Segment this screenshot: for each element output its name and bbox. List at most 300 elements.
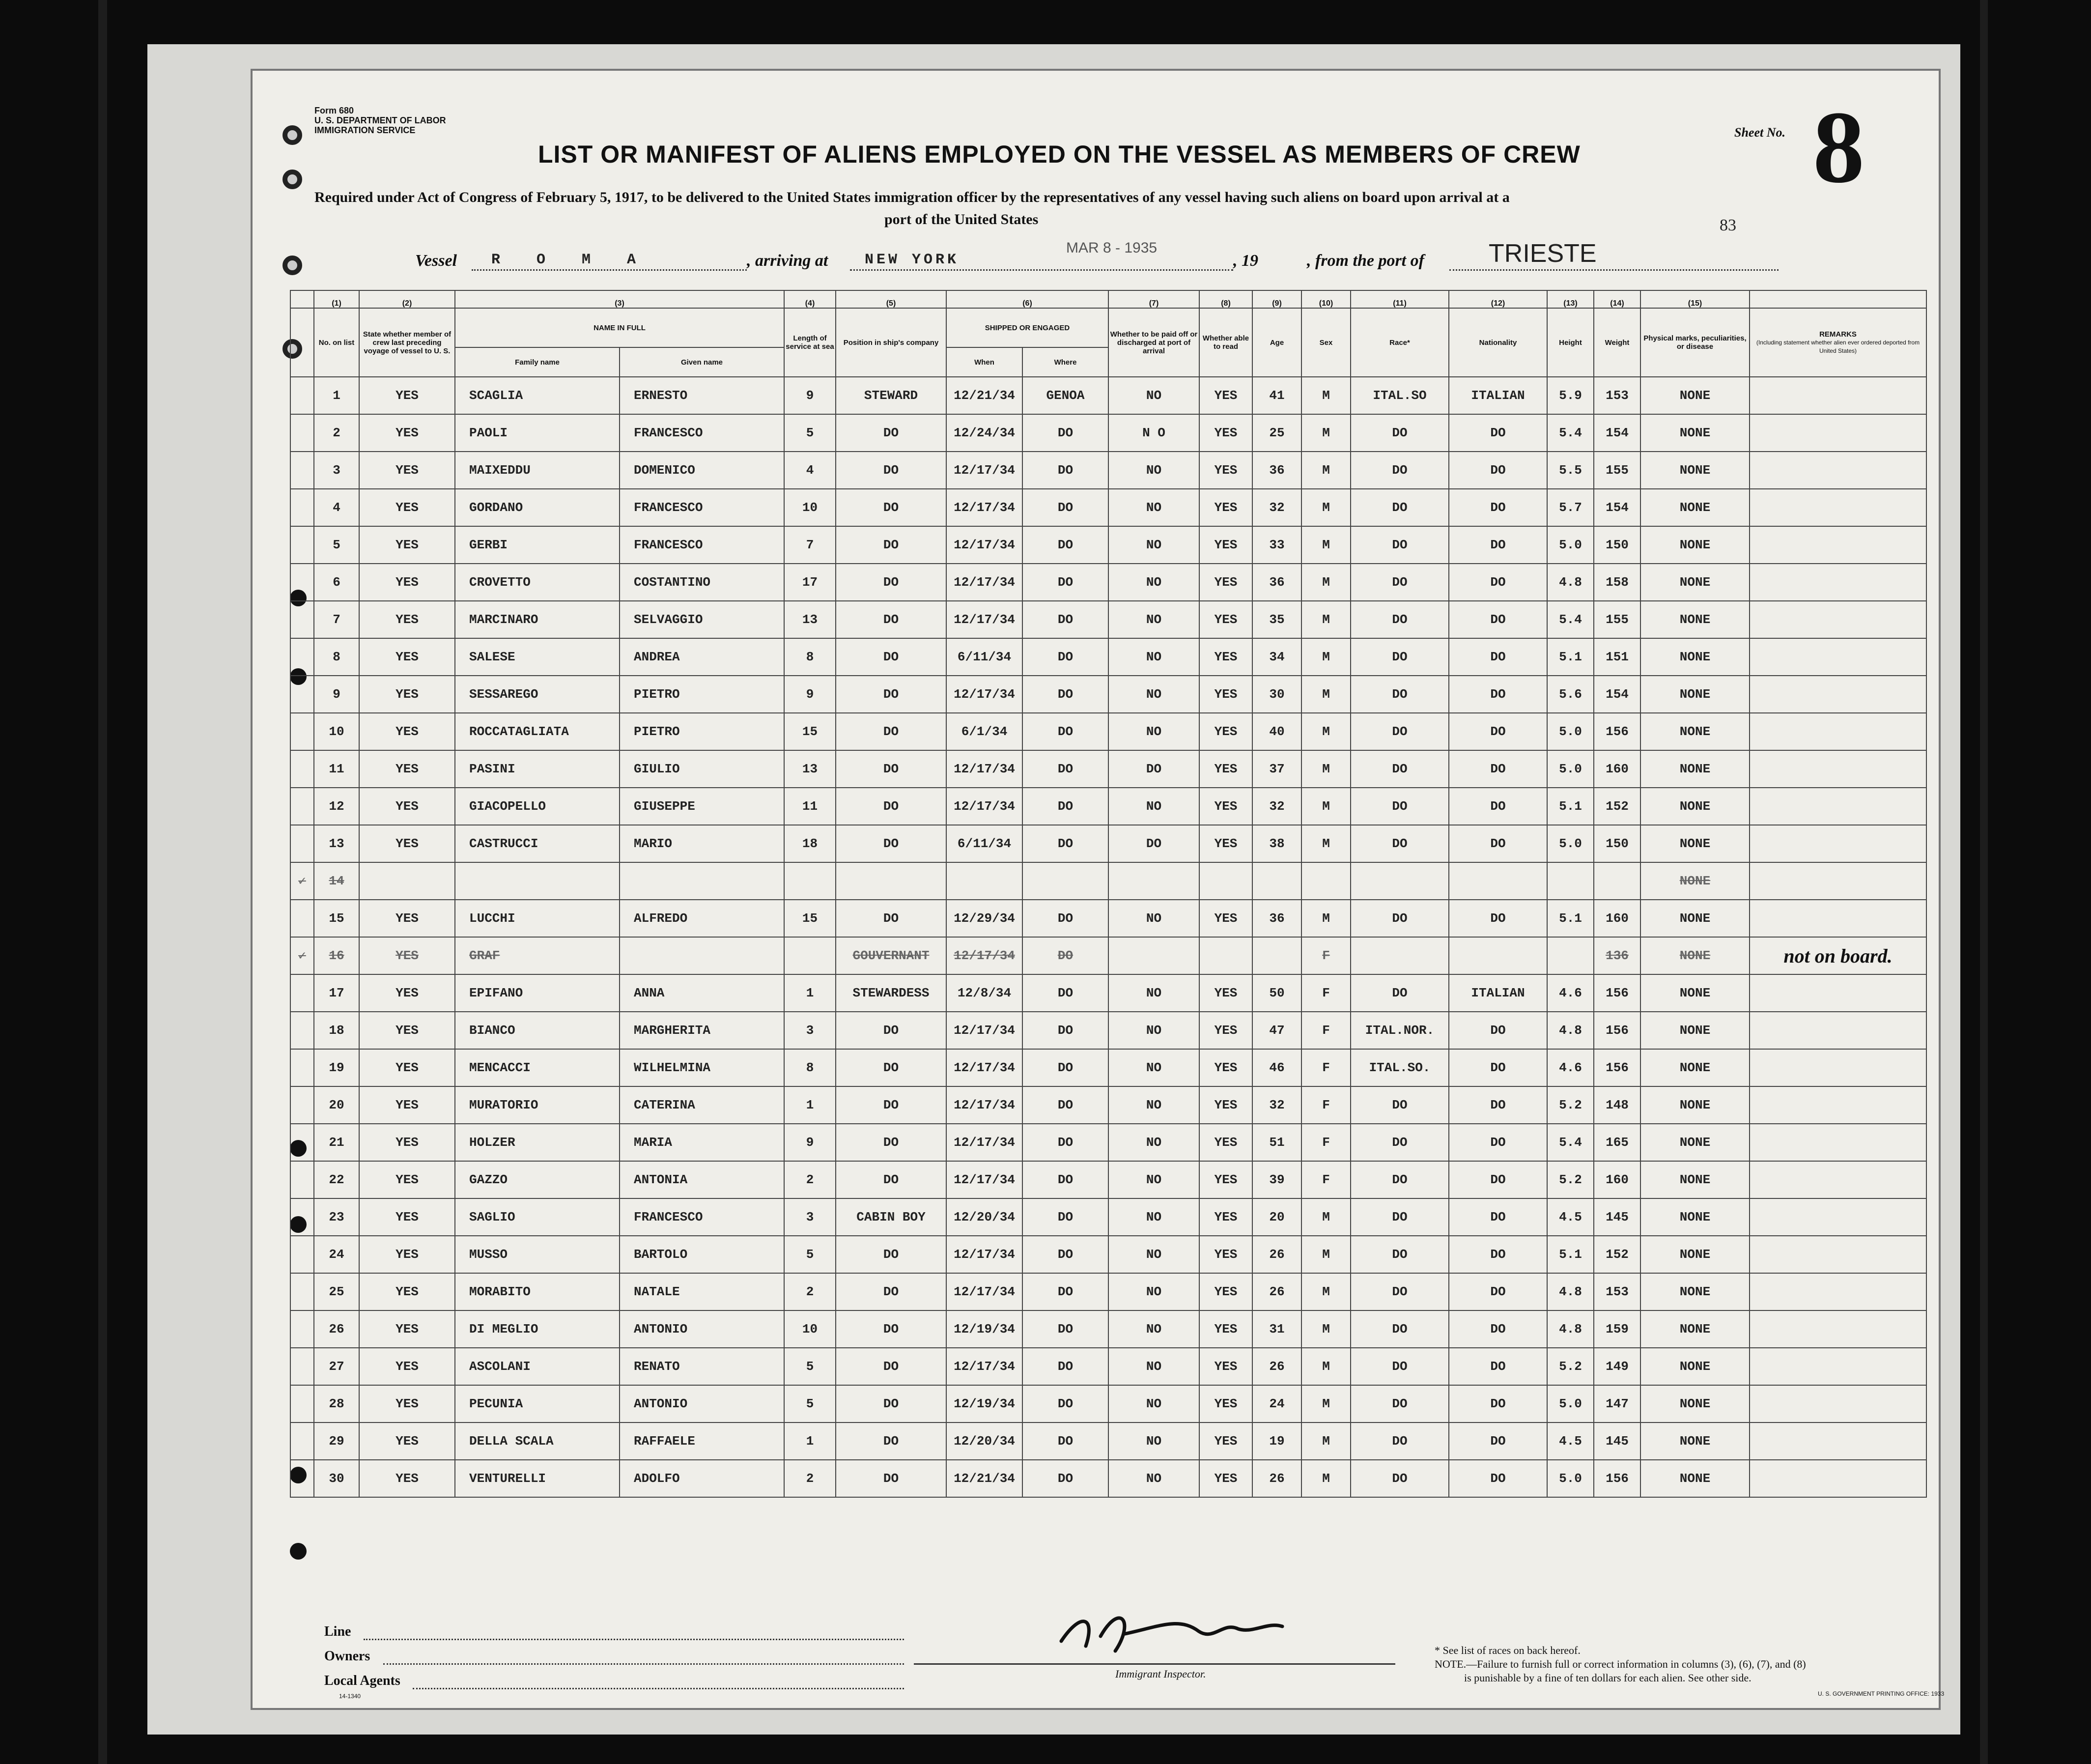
cell-position: DO bbox=[836, 1310, 946, 1348]
cell-physical-marks: NONE bbox=[1640, 974, 1750, 1012]
table-row bbox=[290, 1273, 1926, 1310]
vessel-fill-line bbox=[472, 269, 747, 271]
cell-family-name: ASCOLANI bbox=[455, 1348, 620, 1385]
cell-race: DO bbox=[1351, 900, 1449, 937]
cell-shipped-where: DO bbox=[1022, 1086, 1108, 1124]
cell-sex: F bbox=[1301, 974, 1351, 1012]
cell-paid-off: NO bbox=[1108, 1012, 1199, 1049]
header-shipped-or-engaged: SHIPPED OR ENGAGED bbox=[946, 308, 1108, 347]
cell-family-name: ROCCATAGLIATA bbox=[455, 713, 620, 750]
cell-shipped-where: DO bbox=[1022, 1198, 1108, 1236]
cell-able-to-read: YES bbox=[1199, 974, 1252, 1012]
cell-given-name: BARTOLO bbox=[620, 1236, 784, 1273]
cell-member-of-crew: YES bbox=[359, 452, 455, 489]
cell-remarks bbox=[1750, 414, 1926, 452]
cell-remarks bbox=[1750, 974, 1926, 1012]
cell-shipped-where: DO bbox=[1022, 825, 1108, 862]
table-row bbox=[290, 452, 1926, 489]
cell-shipped-when: 12/24/34 bbox=[946, 414, 1022, 452]
cell-sex: M bbox=[1301, 1236, 1351, 1273]
cell-given-name: SELVAGGIO bbox=[620, 601, 784, 638]
column-number: (10) bbox=[1301, 290, 1351, 308]
row-margin bbox=[290, 1012, 314, 1049]
cell-remarks bbox=[1750, 638, 1926, 676]
cell-weight: 160 bbox=[1594, 750, 1640, 788]
table-row bbox=[290, 638, 1926, 676]
cell-position: DO bbox=[836, 414, 946, 452]
form-number: Form 680 bbox=[314, 106, 354, 115]
cell-able-to-read: YES bbox=[1199, 414, 1252, 452]
cell-race: DO bbox=[1351, 638, 1449, 676]
header-weight: Weight bbox=[1594, 308, 1640, 377]
cell-physical-marks: NONE bbox=[1640, 713, 1750, 750]
cell-remarks bbox=[1750, 1049, 1926, 1086]
cell-position: DO bbox=[836, 452, 946, 489]
cell-nationality bbox=[1449, 937, 1547, 974]
cell-height: 5.5 bbox=[1547, 452, 1594, 489]
cell-family-name: MARCINARO bbox=[455, 601, 620, 638]
header-nationality: Nationality bbox=[1449, 308, 1547, 377]
cell-able-to-read: YES bbox=[1199, 1236, 1252, 1273]
cell-height: 5.1 bbox=[1547, 900, 1594, 937]
cell-able-to-read: YES bbox=[1199, 1460, 1252, 1497]
cell-able-to-read: YES bbox=[1199, 564, 1252, 601]
column-number: (7) bbox=[1108, 290, 1199, 308]
arriving-label: , arriving at bbox=[747, 252, 828, 270]
cell-row-number: 26 bbox=[314, 1310, 359, 1348]
cell-given-name: FRANCESCO bbox=[620, 489, 784, 526]
cell-able-to-read: YES bbox=[1199, 452, 1252, 489]
row-margin bbox=[290, 750, 314, 788]
cell-height: 5.1 bbox=[1547, 638, 1594, 676]
cell-family-name: CROVETTO bbox=[455, 564, 620, 601]
cell-weight: 156 bbox=[1594, 974, 1640, 1012]
cell-physical-marks: NONE bbox=[1640, 1198, 1750, 1236]
table-row bbox=[290, 900, 1926, 937]
crew-manifest-table bbox=[290, 290, 1927, 1498]
cell-row-number: 1 bbox=[314, 377, 359, 414]
cell-family-name: MURATORIO bbox=[455, 1086, 620, 1124]
row-margin bbox=[290, 825, 314, 862]
cell-position: DO bbox=[836, 713, 946, 750]
local-agents-label: Local Agents bbox=[324, 1673, 400, 1688]
table-row bbox=[290, 750, 1926, 788]
cell-shipped-when: 6/11/34 bbox=[946, 825, 1022, 862]
cell-weight: 148 bbox=[1594, 1086, 1640, 1124]
cell-nationality: DO bbox=[1449, 1198, 1547, 1236]
column-number: (9) bbox=[1252, 290, 1301, 308]
binder-hole bbox=[283, 256, 302, 275]
cell-age: 34 bbox=[1252, 638, 1301, 676]
cell-remarks bbox=[1750, 452, 1926, 489]
cell-race: ITAL.SO. bbox=[1351, 1049, 1449, 1086]
vessel-label: Vessel bbox=[415, 252, 457, 270]
cell-shipped-where: DO bbox=[1022, 1423, 1108, 1460]
cell-row-number: 2 bbox=[314, 414, 359, 452]
cell-race: DO bbox=[1351, 974, 1449, 1012]
cell-remarks bbox=[1750, 750, 1926, 788]
cell-physical-marks: NONE bbox=[1640, 1310, 1750, 1348]
cell-family-name: SCAGLIA bbox=[455, 377, 620, 414]
cell-shipped-where: DO bbox=[1022, 1460, 1108, 1497]
cell-length-of-service: 1 bbox=[784, 1086, 836, 1124]
cell-paid-off: NO bbox=[1108, 564, 1199, 601]
cell-length-of-service: 9 bbox=[784, 676, 836, 713]
year-label: , 19 bbox=[1233, 252, 1258, 270]
column-number: (11) bbox=[1351, 290, 1449, 308]
cell-sex: M bbox=[1301, 1423, 1351, 1460]
cell-race: DO bbox=[1351, 788, 1449, 825]
cell-length-of-service: 18 bbox=[784, 825, 836, 862]
cell-row-number: 19 bbox=[314, 1049, 359, 1086]
cell-shipped-where: DO bbox=[1022, 788, 1108, 825]
cell-remarks bbox=[1750, 1198, 1926, 1236]
row-margin bbox=[290, 1161, 314, 1198]
cell-length-of-service: 4 bbox=[784, 452, 836, 489]
cell-member-of-crew: YES bbox=[359, 937, 455, 974]
cell-physical-marks: NONE bbox=[1640, 526, 1750, 564]
service-name: IMMIGRATION SERVICE bbox=[314, 125, 416, 135]
cell-row-number: 16 bbox=[314, 937, 359, 974]
column-number-spacer bbox=[1750, 290, 1926, 308]
cell-physical-marks: NONE bbox=[1640, 1460, 1750, 1497]
cell-row-number: 17 bbox=[314, 974, 359, 1012]
row-margin bbox=[290, 788, 314, 825]
cell-age: 36 bbox=[1252, 564, 1301, 601]
cell-given-name: GIUSEPPE bbox=[620, 788, 784, 825]
cell-race: DO bbox=[1351, 1310, 1449, 1348]
cell-remarks bbox=[1750, 1273, 1926, 1310]
cell-shipped-when: 12/17/34 bbox=[946, 601, 1022, 638]
cell-given-name: DOMENICO bbox=[620, 452, 784, 489]
cell-race: DO bbox=[1351, 526, 1449, 564]
cell-race: DO bbox=[1351, 601, 1449, 638]
cell-remarks bbox=[1750, 1124, 1926, 1161]
cell-nationality: DO bbox=[1449, 1124, 1547, 1161]
cell-paid-off: NO bbox=[1108, 1273, 1199, 1310]
cell-given-name: PIETRO bbox=[620, 713, 784, 750]
cell-remarks bbox=[1750, 1012, 1926, 1049]
table-row bbox=[290, 974, 1926, 1012]
header-no-on-list: No. on list bbox=[314, 308, 359, 377]
cell-row-number: 22 bbox=[314, 1161, 359, 1198]
cell-member-of-crew: YES bbox=[359, 1348, 455, 1385]
cell-weight: 156 bbox=[1594, 1049, 1640, 1086]
cell-physical-marks: NONE bbox=[1640, 377, 1750, 414]
cell-row-number: 13 bbox=[314, 825, 359, 862]
cell-age: 36 bbox=[1252, 452, 1301, 489]
cell-position: DO bbox=[836, 1086, 946, 1124]
cell-given-name: ERNESTO bbox=[620, 377, 784, 414]
cell-shipped-where: DO bbox=[1022, 564, 1108, 601]
cell-weight: 151 bbox=[1594, 638, 1640, 676]
cell-paid-off: NO bbox=[1108, 1161, 1199, 1198]
binder-hole bbox=[283, 125, 302, 145]
printing-office-mark: U. S. GOVERNMENT PRINTING OFFICE: 1933 bbox=[1818, 1690, 1945, 1697]
cell-weight: 147 bbox=[1594, 1385, 1640, 1423]
cell-length-of-service: 2 bbox=[784, 1460, 836, 1497]
cell-shipped-where: DO bbox=[1022, 489, 1108, 526]
cell-weight: 150 bbox=[1594, 526, 1640, 564]
row-margin bbox=[290, 377, 314, 414]
row-margin bbox=[290, 1198, 314, 1236]
cell-member-of-crew: YES bbox=[359, 1049, 455, 1086]
cell-length-of-service: 8 bbox=[784, 638, 836, 676]
cell-age: 31 bbox=[1252, 1310, 1301, 1348]
cell-position: CABIN BOY bbox=[836, 1198, 946, 1236]
cell-physical-marks: NONE bbox=[1640, 1086, 1750, 1124]
cell-weight: 150 bbox=[1594, 825, 1640, 862]
row-margin bbox=[290, 414, 314, 452]
row-margin bbox=[290, 974, 314, 1012]
table-row bbox=[290, 526, 1926, 564]
cell-family-name: GAZZO bbox=[455, 1161, 620, 1198]
cell-weight: 155 bbox=[1594, 452, 1640, 489]
line-label: Line bbox=[324, 1624, 351, 1639]
cell-physical-marks: NONE bbox=[1640, 788, 1750, 825]
cell-position: DO bbox=[836, 1124, 946, 1161]
cell-position: DO bbox=[836, 1385, 946, 1423]
table-row bbox=[290, 1086, 1926, 1124]
cell-physical-marks: NONE bbox=[1640, 676, 1750, 713]
cell-position: DO bbox=[836, 1460, 946, 1497]
cell-row-number: 3 bbox=[314, 452, 359, 489]
cell-shipped-when: 12/17/34 bbox=[946, 937, 1022, 974]
cell-length-of-service: 10 bbox=[784, 489, 836, 526]
cell-given-name bbox=[620, 862, 784, 900]
cell-member-of-crew: YES bbox=[359, 601, 455, 638]
cell-family-name: DELLA SCALA bbox=[455, 1423, 620, 1460]
column-number: (2) bbox=[359, 290, 455, 308]
cell-sex: M bbox=[1301, 676, 1351, 713]
cell-able-to-read: YES bbox=[1199, 601, 1252, 638]
column-number-spacer bbox=[290, 290, 314, 308]
cell-remarks bbox=[1750, 1385, 1926, 1423]
cell-physical-marks: NONE bbox=[1640, 564, 1750, 601]
cell-physical-marks: NONE bbox=[1640, 825, 1750, 862]
cell-shipped-when: 12/17/34 bbox=[946, 750, 1022, 788]
cell-member-of-crew: YES bbox=[359, 750, 455, 788]
cell-given-name: ADOLFO bbox=[620, 1460, 784, 1497]
cell-nationality: DO bbox=[1449, 452, 1547, 489]
cell-able-to-read: YES bbox=[1199, 750, 1252, 788]
cell-shipped-where: GENOA bbox=[1022, 377, 1108, 414]
cell-shipped-when: 12/17/34 bbox=[946, 526, 1022, 564]
row-margin bbox=[290, 1310, 314, 1348]
header-sex: Sex bbox=[1301, 308, 1351, 377]
cell-length-of-service: 13 bbox=[784, 750, 836, 788]
cell-weight: 165 bbox=[1594, 1124, 1640, 1161]
cell-position: DO bbox=[836, 1273, 946, 1310]
cell-shipped-where: DO bbox=[1022, 676, 1108, 713]
cell-race: DO bbox=[1351, 1161, 1449, 1198]
cell-physical-marks: NONE bbox=[1640, 1161, 1750, 1198]
cell-position: DO bbox=[836, 900, 946, 937]
cell-remarks bbox=[1750, 601, 1926, 638]
cell-age bbox=[1252, 937, 1301, 974]
cell-paid-off: NO bbox=[1108, 1310, 1199, 1348]
cell-sex: F bbox=[1301, 1124, 1351, 1161]
cell-able-to-read: YES bbox=[1199, 713, 1252, 750]
cell-sex: M bbox=[1301, 638, 1351, 676]
cell-shipped-when: 12/17/34 bbox=[946, 1273, 1022, 1310]
header-given-name: Given name bbox=[620, 347, 784, 377]
cell-family-name: PAOLI bbox=[455, 414, 620, 452]
cell-race: DO bbox=[1351, 1124, 1449, 1161]
row-margin bbox=[290, 1385, 314, 1423]
cell-remarks bbox=[1750, 1348, 1926, 1385]
header-age: Age bbox=[1252, 308, 1301, 377]
cell-given-name: RAFFAELE bbox=[620, 1423, 784, 1460]
table-row bbox=[290, 1161, 1926, 1198]
inspector-signature bbox=[1051, 1607, 1327, 1661]
cell-paid-off: NO bbox=[1108, 1460, 1199, 1497]
page-title: LIST OR MANIFEST OF ALIENS EMPLOYED ON THE VESSEL AS MEMBERS OF CREW bbox=[538, 141, 1581, 168]
cell-able-to-read: YES bbox=[1199, 489, 1252, 526]
cell-remarks bbox=[1750, 788, 1926, 825]
header-able-to-read: Whether able to read bbox=[1199, 308, 1252, 377]
cell-family-name: MORABITO bbox=[455, 1273, 620, 1310]
table-row bbox=[290, 713, 1926, 750]
cell-paid-off: NO bbox=[1108, 377, 1199, 414]
row-margin bbox=[290, 900, 314, 937]
cell-remarks bbox=[1750, 713, 1926, 750]
cell-member-of-crew: YES bbox=[359, 1460, 455, 1497]
cell-sex: F bbox=[1301, 1086, 1351, 1124]
cell-able-to-read: YES bbox=[1199, 526, 1252, 564]
cell-weight: 145 bbox=[1594, 1423, 1640, 1460]
row-margin bbox=[290, 452, 314, 489]
cell-length-of-service: 11 bbox=[784, 788, 836, 825]
cell-nationality bbox=[1449, 862, 1547, 900]
cell-race: DO bbox=[1351, 1348, 1449, 1385]
cell-position: DO bbox=[836, 788, 946, 825]
cell-position bbox=[836, 862, 946, 900]
cell-nationality: DO bbox=[1449, 750, 1547, 788]
cell-nationality: DO bbox=[1449, 1273, 1547, 1310]
cell-shipped-where: DO bbox=[1022, 713, 1108, 750]
cell-height bbox=[1547, 862, 1594, 900]
cell-height: 4.8 bbox=[1547, 564, 1594, 601]
cell-row-number: 20 bbox=[314, 1086, 359, 1124]
table-row bbox=[290, 1460, 1926, 1497]
cell-race: DO bbox=[1351, 825, 1449, 862]
cell-age: 51 bbox=[1252, 1124, 1301, 1161]
cell-member-of-crew: YES bbox=[359, 1012, 455, 1049]
cell-paid-off: NO bbox=[1108, 1236, 1199, 1273]
cell-race: DO bbox=[1351, 452, 1449, 489]
cell-race: ITAL.SO bbox=[1351, 377, 1449, 414]
cell-age: 26 bbox=[1252, 1348, 1301, 1385]
cell-remarks bbox=[1750, 676, 1926, 713]
cell-sex: M bbox=[1301, 564, 1351, 601]
cell-age bbox=[1252, 862, 1301, 900]
cell-family-name: DI MEGLIO bbox=[455, 1310, 620, 1348]
table-row bbox=[290, 1236, 1926, 1273]
cell-paid-off: NO bbox=[1108, 713, 1199, 750]
cell-length-of-service bbox=[784, 937, 836, 974]
cell-weight: 154 bbox=[1594, 489, 1640, 526]
cell-length-of-service: 5 bbox=[784, 414, 836, 452]
cell-family-name bbox=[455, 862, 620, 900]
cell-weight bbox=[1594, 862, 1640, 900]
binder-hole bbox=[290, 1543, 307, 1560]
table-row bbox=[290, 1124, 1926, 1161]
cell-paid-off: NO bbox=[1108, 676, 1199, 713]
cell-given-name: RENATO bbox=[620, 1348, 784, 1385]
cell-able-to-read: YES bbox=[1199, 1124, 1252, 1161]
cell-age: 50 bbox=[1252, 974, 1301, 1012]
cell-age: 30 bbox=[1252, 676, 1301, 713]
cell-nationality: DO bbox=[1449, 1012, 1547, 1049]
cell-given-name: ANNA bbox=[620, 974, 784, 1012]
cell-height: 5.7 bbox=[1547, 489, 1594, 526]
cell-weight: 153 bbox=[1594, 377, 1640, 414]
cell-given-name: ALFREDO bbox=[620, 900, 784, 937]
cell-height: 5.2 bbox=[1547, 1161, 1594, 1198]
cell-age: 32 bbox=[1252, 489, 1301, 526]
cell-length-of-service: 10 bbox=[784, 1310, 836, 1348]
sheet-number: 8 bbox=[1813, 90, 1865, 204]
cell-weight: 153 bbox=[1594, 1273, 1640, 1310]
cell-able-to-read: YES bbox=[1199, 1310, 1252, 1348]
department-name: U. S. DEPARTMENT OF LABOR bbox=[314, 115, 446, 125]
scan-edge-left bbox=[98, 0, 107, 1764]
cell-able-to-read bbox=[1199, 937, 1252, 974]
cell-remarks bbox=[1750, 1310, 1926, 1348]
cell-member-of-crew: YES bbox=[359, 825, 455, 862]
cell-able-to-read: YES bbox=[1199, 900, 1252, 937]
cell-member-of-crew: YES bbox=[359, 676, 455, 713]
cell-nationality: DO bbox=[1449, 638, 1547, 676]
cell-row-number: 9 bbox=[314, 676, 359, 713]
cell-race: DO bbox=[1351, 713, 1449, 750]
cell-sex: M bbox=[1301, 825, 1351, 862]
cell-remarks bbox=[1750, 1236, 1926, 1273]
cell-shipped-where: DO bbox=[1022, 1049, 1108, 1086]
cell-remarks bbox=[1750, 377, 1926, 414]
cell-given-name: COSTANTINO bbox=[620, 564, 784, 601]
cell-height: 5.4 bbox=[1547, 601, 1594, 638]
penalty-note-line-2: is punishable by a fine of ten dollars for each alien. See other side. bbox=[1464, 1672, 1752, 1684]
cell-position: DO bbox=[836, 1236, 946, 1273]
cell-race bbox=[1351, 937, 1449, 974]
cell-sex: M bbox=[1301, 414, 1351, 452]
cell-physical-marks: NONE bbox=[1640, 750, 1750, 788]
cell-position: DO bbox=[836, 526, 946, 564]
cell-paid-off: NO bbox=[1108, 900, 1199, 937]
cell-weight: 154 bbox=[1594, 414, 1640, 452]
subtitle-line-1: Required under Act of Congress of February 5, 1917, to be delivered to the United States immigration officer by the representatives of any vessel having such aliens on board upon arrival at a bbox=[314, 189, 1510, 205]
cell-age: 40 bbox=[1252, 713, 1301, 750]
cell-length-of-service: 1 bbox=[784, 974, 836, 1012]
cell-able-to-read: YES bbox=[1199, 676, 1252, 713]
cell-shipped-where: DO bbox=[1022, 1310, 1108, 1348]
cell-age: 36 bbox=[1252, 900, 1301, 937]
cell-paid-off: NO bbox=[1108, 1348, 1199, 1385]
cell-shipped-when: 12/17/34 bbox=[946, 564, 1022, 601]
cell-family-name: MUSSO bbox=[455, 1236, 620, 1273]
cell-shipped-when: 12/17/34 bbox=[946, 1049, 1022, 1086]
cell-height: 5.4 bbox=[1547, 414, 1594, 452]
cell-family-name: EPIFANO bbox=[455, 974, 620, 1012]
cell-position: STEWARD bbox=[836, 377, 946, 414]
line-fill-line bbox=[364, 1639, 904, 1640]
row-margin bbox=[290, 1423, 314, 1460]
cell-shipped-where: DO bbox=[1022, 526, 1108, 564]
cell-shipped-where: DO bbox=[1022, 1161, 1108, 1198]
cell-able-to-read: YES bbox=[1199, 1086, 1252, 1124]
